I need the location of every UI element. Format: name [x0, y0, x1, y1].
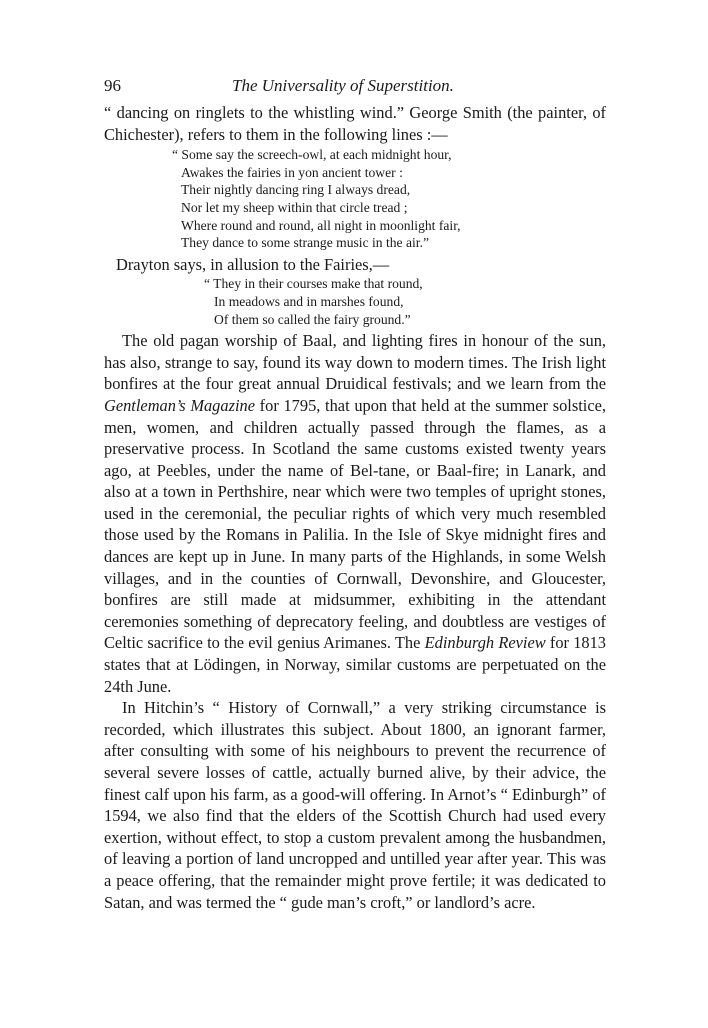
opening-paragraph: “ dancing on ringlets to the whistling wind.” George Smith (the painter, of Chichester), refers to them in the following lines :—	[104, 103, 606, 144]
paragraph-hitchin: In Hitchin’s “ History of Cornwall,” a very striking circumstance is recorded, which illustrates this subject. About 1800, an ignorant farmer, after consulting with some of his neighbours to prevent the recurrence of several severe losses of cattle, actually burned alive, by their advice, the finest calf upon his farm, as a good-will offering. In Arnot’s “ Edinburgh” of 1594, we also find that the elders of the Scottish Church had used every exertion, without effect, to stop a custom prevalent among the husbandmen, of leaving a portion of land uncropped and untilled year after year. This was a peace offering, that the remainder might prove fertile; it was dedicated to Satan, and was termed the “ gude man’s croft,” or landlord’s acre.	[104, 698, 606, 912]
review-title: Edinburgh Review	[424, 633, 546, 653]
page-number: 96	[104, 76, 121, 95]
drayton-intro: Drayton says, in allusion to the Fairies,—	[116, 254, 390, 274]
paragraph-text: for 1795, that upon that held at the summer solstice, men, women, and children actually passed through the flames, as a preservative process. In Scotland the same customs existed twenty years ago, at Peebles, under the name of Bel-tane, or Baal-fire; in Lanark, and also at a town in Perthshire, near which were two temples of upright stones, used in the ceremonial, the peculiar rights of which very much resembled those used by the Romans in Palilia. In the Isle of Skye midnight fires and dances are kept up in June. In many parts of the Highlands, in some Welsh villages, and in the counties of Cornwall, Devonshire, and Gloucester, bonfires are still made at midsummer, exhibiting in the attendant ceremonies something of deprecatory feeling, and doubtless are vestiges of Celtic sacrifice to the evil genius Arimanes. The	[104, 395, 606, 653]
verse-line: “ They in their courses make that round,	[204, 276, 423, 292]
verse-line: Nor let my sheep within that circle tread ;	[181, 199, 408, 215]
paragraph-text: for 1813 states that at Lödingen, in Norway, similar customs are perpetuated on the 24th June.	[104, 633, 606, 696]
paragraph-baal-worship	[104, 330, 606, 697]
paragraph-text: The old pagan worship of Baal, and lighting fires in honour of the sun, has also, strange to say, found its way down to modern times. The Irish light bonfires at the four great annual Druidical festivals; and we learn from the	[104, 331, 606, 394]
verse-quotation-smith	[172, 146, 606, 252]
verse-line: “ Some say the screech-owl, at each midnight hour,	[172, 147, 452, 163]
book-page	[104, 76, 606, 913]
page-header	[104, 76, 606, 102]
verse-line: Their nightly dancing ring I always dread,	[181, 182, 411, 198]
verse-line: Where round and round, all night in moonlight fair,	[181, 217, 461, 233]
verse-line: They dance to some strange music in the air.”	[181, 235, 430, 251]
verse-line: In meadows and in marshes found,	[214, 293, 404, 309]
verse-line: Of them so called the fairy ground.”	[214, 311, 411, 327]
verse-line: Awakes the fairies in yon ancient tower :	[181, 164, 403, 180]
magazine-title: Gentleman’s Magazine	[104, 395, 255, 415]
verse-quotation-drayton	[204, 275, 606, 328]
running-title: The Universality of Superstition.	[232, 76, 454, 95]
